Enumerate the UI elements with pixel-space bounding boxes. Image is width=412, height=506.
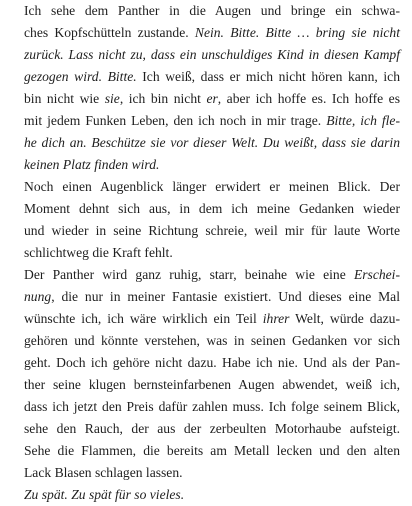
- italic-text: er: [206, 91, 218, 106]
- italic-text: nung: [24, 289, 52, 304]
- text-run: wünschte ich, ich wäre wirklich ein Teil: [24, 311, 263, 326]
- text-line: [12, 132, 400, 154]
- text-run: schlichtweg die Kraft fehlt.: [24, 245, 173, 260]
- italic-text: ihrer: [262, 311, 290, 326]
- text-line: [12, 220, 400, 242]
- text-run: sehe den Rauch, der aus der zerbeulten Motorhaube aufsteigt.: [24, 421, 400, 436]
- text-run: Lack Blasen schlagen lassen.: [24, 465, 183, 480]
- italic-text: Nein. Bitte. Bitte … bring sie nicht: [194, 25, 400, 40]
- italic-text: gezogen wird. Bitte.: [24, 69, 137, 84]
- italic-text: Zu spät. Zu spät für so vieles.: [24, 487, 185, 502]
- text-line: [12, 88, 400, 110]
- text-run: , aber ich hoffe es. Ich hoffe es: [217, 91, 401, 106]
- text-line: [12, 352, 400, 374]
- text-line: [12, 0, 400, 22]
- text-run: Noch einen Augenblick länger erwidert er meinen Blick. Der: [24, 179, 400, 194]
- italic-text: he dich an. Beschütze sie vor dieser Welt. Du weißt, dass sie darin: [24, 135, 400, 150]
- text-line: [12, 308, 400, 330]
- text-run: Ich weiß, dass er mich nicht hören kann, ich: [136, 69, 401, 84]
- text-run: gehören und könnte verstehen, was in seinen Gedanken vor sich: [24, 333, 400, 348]
- text-run: dass ich jetzt den Preis dafür zahlen muss. Ich folge seinem Blick,: [24, 399, 400, 414]
- text-run: geht. Doch ich gehöre nicht dazu. Habe ich nie. Und als der Pan-: [24, 355, 400, 370]
- italic-text: Erschei-: [353, 267, 400, 282]
- text-line: [12, 44, 400, 66]
- paragraph: [12, 176, 400, 264]
- text-run: , ich bin nicht: [119, 91, 207, 106]
- text-run: ther seine klugen bernsteinfarbenen Augen abwendet, weiß ich,: [24, 377, 400, 392]
- text-line: [12, 418, 400, 440]
- text-line: [12, 396, 400, 418]
- paragraph: [12, 264, 400, 484]
- italic-text: Bitte, ich fle-: [326, 113, 400, 128]
- text-line: [12, 484, 400, 506]
- text-line: [12, 176, 400, 198]
- text-line: [12, 462, 400, 484]
- italic-text: keinen Platz finden wird.: [24, 157, 160, 172]
- text-line: [12, 264, 400, 286]
- text-line: [12, 330, 400, 352]
- text-run: Welt, würde dazu-: [289, 311, 400, 326]
- text-run: mit jedem Funken Leben, den ich noch in mir trage.: [24, 113, 327, 128]
- text-line: [12, 110, 400, 132]
- text-line: [12, 154, 400, 176]
- paragraph: [12, 484, 400, 506]
- text-run: und wieder in seine Richtung schreie, weil mir für laute Worte: [24, 223, 400, 238]
- text-run: ches Kopfschütteln zustande.: [24, 25, 195, 40]
- text-line: [12, 286, 400, 308]
- text-run: Sehe die Flammen, die bereits am Metall lecken und den alten: [24, 443, 400, 458]
- italic-text: sie: [104, 91, 120, 106]
- body-text: [12, 0, 400, 506]
- text-line: [12, 242, 400, 264]
- text-line: [12, 440, 400, 462]
- text-line: [12, 198, 400, 220]
- text-run: , die nur in meiner Fantasie existiert. Und dieses eine Mal: [51, 289, 400, 304]
- text-line: [12, 22, 400, 44]
- text-run: Moment dehnt sich aus, in dem ich meine Gedanken wieder: [24, 201, 400, 216]
- text-run: Ich sehe dem Panther in die Augen und bringe ein schwa-: [24, 3, 400, 18]
- text-run: bin nicht wie: [24, 91, 105, 106]
- paragraph: [12, 0, 400, 176]
- text-line: [12, 374, 400, 396]
- text-line: [12, 66, 400, 88]
- text-run: Der Panther wird ganz ruhig, starr, beinahe wie eine: [24, 267, 354, 282]
- italic-text: zurück. Lass nicht zu, dass ein unschuldiges Kind in diesen Kampf: [24, 47, 400, 62]
